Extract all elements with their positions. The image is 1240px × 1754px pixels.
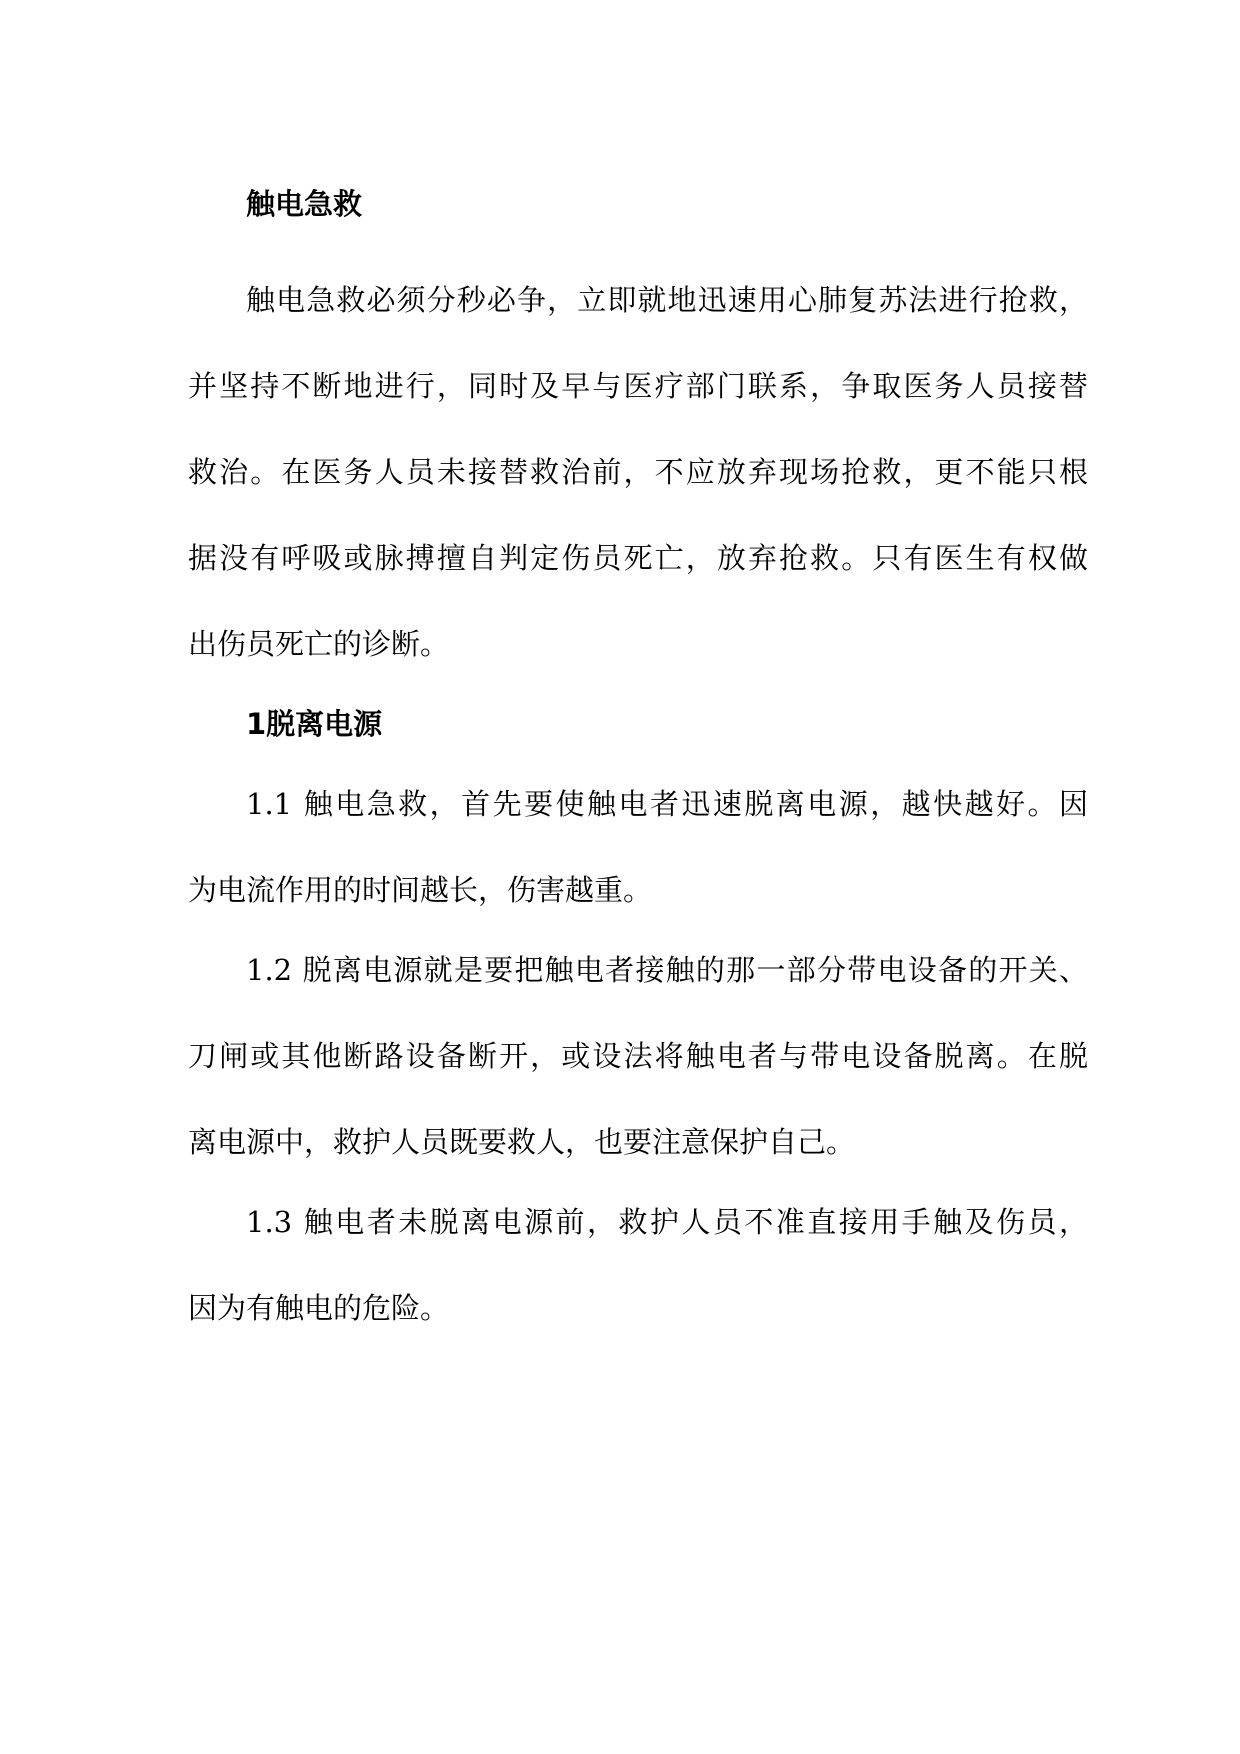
intro-line: 据没有呼吸或脉搏擅自判定伤员死亡，放弃抢救。只有医生有权做 [188,541,1088,575]
intro-line: 并坚持不断地进行，同时及早与医疗部门联系，争取医务人员接替 [188,369,1088,403]
intro-line: 出伤员死亡的诊断。 [188,627,450,661]
paragraph-line: 1.2 脱离电源就是要把触电者接触的那一部分带电设备的开关、 [246,953,1088,987]
paragraph-line: 1.1 触电急救，首先要使触电者迅速脱离电源，越快越好。因 [246,787,1088,821]
paragraph-line: 为电流作用的时间越长，伤害越重。 [188,873,653,907]
intro-line: 触电急救必须分秒必争，立即就地迅速用心肺复苏法进行抢救， [246,283,1088,317]
paragraph-line: 离电源中，救护人员既要救人，也要注意保护自己。 [188,1125,856,1159]
section-heading: 1脱离电源 [246,707,383,741]
paragraph-line: 因为有触电的危险。 [188,1291,450,1325]
paragraph-line: 刀闸或其他断路设备断开，或设法将触电者与带电设备脱离。在脱 [188,1039,1088,1073]
intro-line: 救治。在医务人员未接替救治前，不应放弃现场抢救，更不能只根 [188,455,1088,489]
page-title: 触电急救 [246,187,363,221]
paragraph-line: 1.3 触电者未脱离电源前，救护人员不准直接用手触及伤员， [246,1205,1088,1239]
